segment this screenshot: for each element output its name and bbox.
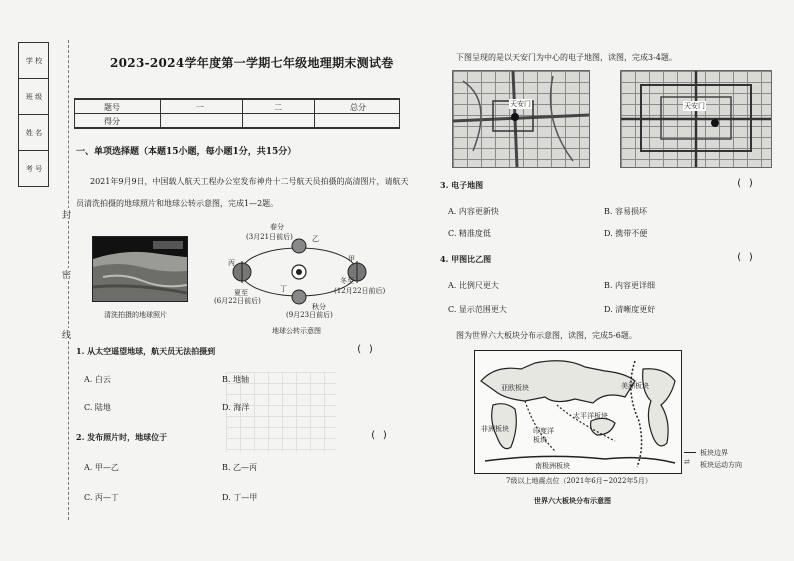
summer-date: (6月22日前后): [214, 297, 261, 305]
sidebar-divider: [18, 114, 49, 115]
antarctic-plate-label: 南极洲板块: [535, 462, 570, 470]
photo-caption: 清洗拍摄的地球照片: [104, 311, 167, 319]
name-field-label: 姓 名: [25, 129, 43, 137]
eurasian-plate-label: 亚欧板块: [501, 384, 529, 392]
class-field-label: 班 级: [25, 93, 43, 101]
option-d[interactable]: D. 海洋: [222, 403, 250, 412]
option-c[interactable]: C. 陆地: [84, 403, 111, 412]
position-label: 乙: [312, 235, 319, 243]
section-heading: 一、单项选择题（本题15小题，每小题1分，共15分）: [76, 147, 297, 157]
plates-intro: 图为世界六大板块分布示意图，读图，完成5-6题。: [456, 331, 637, 340]
option-b[interactable]: B. 乙—丙: [222, 463, 257, 472]
spring-date: (3月21日前后): [246, 233, 293, 241]
african-plate-label: 非洲板块: [481, 425, 509, 433]
intro-line: 2021年9月9日，中国载人航天工程办公室发布神舟十二号航天员拍摄的高清图片，请航天: [90, 177, 409, 186]
map-a-label: 天安门: [510, 100, 531, 108]
position-label: 丁: [280, 285, 287, 293]
option-d[interactable]: D. 携带不便: [604, 229, 648, 238]
pacific-plate-label: 太平洋板块: [573, 412, 608, 420]
orbit-caption: 地球公转示意图: [272, 327, 321, 335]
earth-autumn-icon: [292, 290, 306, 304]
question-3: 3. 电子地图: [440, 180, 484, 190]
question-1: 1. 从太空遥望地球，航天员无法拍摄到: [76, 346, 216, 356]
electronic-map-b: [620, 70, 772, 168]
legend-boundary-label: 板块边界: [700, 449, 728, 457]
plate-map-caption: 世界六大板块分布示意图: [534, 496, 611, 505]
intro-line: 员清洗拍摄的地球照片和地球公转示意图，完成1—2题。: [76, 199, 279, 208]
option-a[interactable]: A. 白云: [84, 375, 111, 384]
american-plate-label: 美洲板块: [621, 382, 649, 390]
winter-label: 冬至: [340, 277, 354, 285]
option-a[interactable]: A. 比例尺更大: [448, 281, 499, 290]
score-table-row-label: 得分: [104, 117, 120, 126]
summer-label: 夏至: [234, 289, 248, 297]
earth-photo: [92, 236, 188, 302]
sidebar-divider: [18, 78, 49, 79]
seal-char: 线: [62, 328, 71, 341]
option-b[interactable]: B. 容易损坏: [604, 207, 647, 216]
answer-bracket[interactable]: ( ): [736, 252, 755, 263]
legend-arrow-icon: ⇄: [684, 458, 690, 466]
spring-label: 春分: [270, 223, 284, 231]
autumn-label: 秋分: [312, 303, 326, 311]
sidebar-border-bottom: [18, 186, 49, 187]
option-c[interactable]: C. 精准度低: [448, 229, 491, 238]
option-a[interactable]: A. 内容更新快: [448, 207, 499, 216]
exam-title: 2023-2024学年度第一学期七年级地理期末测试卷: [110, 56, 394, 70]
option-b[interactable]: B. 内容更详细: [604, 281, 655, 290]
quake-note: 7级以上地震点位（2021年6月~2022年5月）: [506, 477, 652, 485]
position-label: 丙: [228, 259, 235, 267]
option-c[interactable]: C. 丙—丁: [84, 493, 119, 502]
map-intro: 下图呈现的是以天安门为中心的电子地图，读图，完成3-4题。: [456, 53, 677, 62]
option-d[interactable]: D. 清晰度更好: [604, 305, 656, 314]
answer-bracket[interactable]: ( ): [356, 344, 375, 355]
autumn-date: (9月23日前后): [286, 311, 333, 319]
answer-bracket[interactable]: ( ): [736, 178, 755, 189]
question-2: 2. 发布照片时，地球位于: [76, 432, 168, 442]
earth-spring-icon: [292, 239, 306, 253]
indian-plate-label: 印度洋板块: [533, 427, 554, 444]
option-b[interactable]: B. 地轴: [222, 375, 249, 384]
question-4: 4. 甲图比乙图: [440, 254, 492, 264]
score-table-header: 题号: [104, 103, 120, 112]
school-field-label: 学 校: [25, 57, 43, 65]
score-table-header: 总分: [350, 103, 366, 112]
plate-map: [474, 350, 682, 474]
legend-direction-label: 板块运动方向: [700, 461, 742, 469]
score-table-header: 一: [196, 103, 204, 112]
seal-char: 密: [62, 268, 71, 281]
option-c[interactable]: C. 显示范围更大: [448, 305, 507, 314]
legend-boundary-icon: [684, 452, 696, 453]
option-a[interactable]: A. 甲—乙: [84, 463, 119, 472]
seal-char: 封: [62, 208, 71, 221]
sidebar-border-top: [18, 42, 49, 43]
score-table-header: 二: [274, 103, 282, 112]
winter-date: (12月22日前后): [334, 287, 386, 295]
sidebar-divider: [18, 150, 49, 151]
option-d[interactable]: D. 丁—甲: [222, 493, 258, 502]
map-b-label: 天安门: [684, 102, 705, 110]
exam-number-field-label: 考 号: [25, 165, 43, 173]
position-label: 甲: [348, 255, 355, 263]
electronic-map-a: [452, 70, 590, 168]
answer-bracket[interactable]: ( ): [370, 430, 389, 441]
